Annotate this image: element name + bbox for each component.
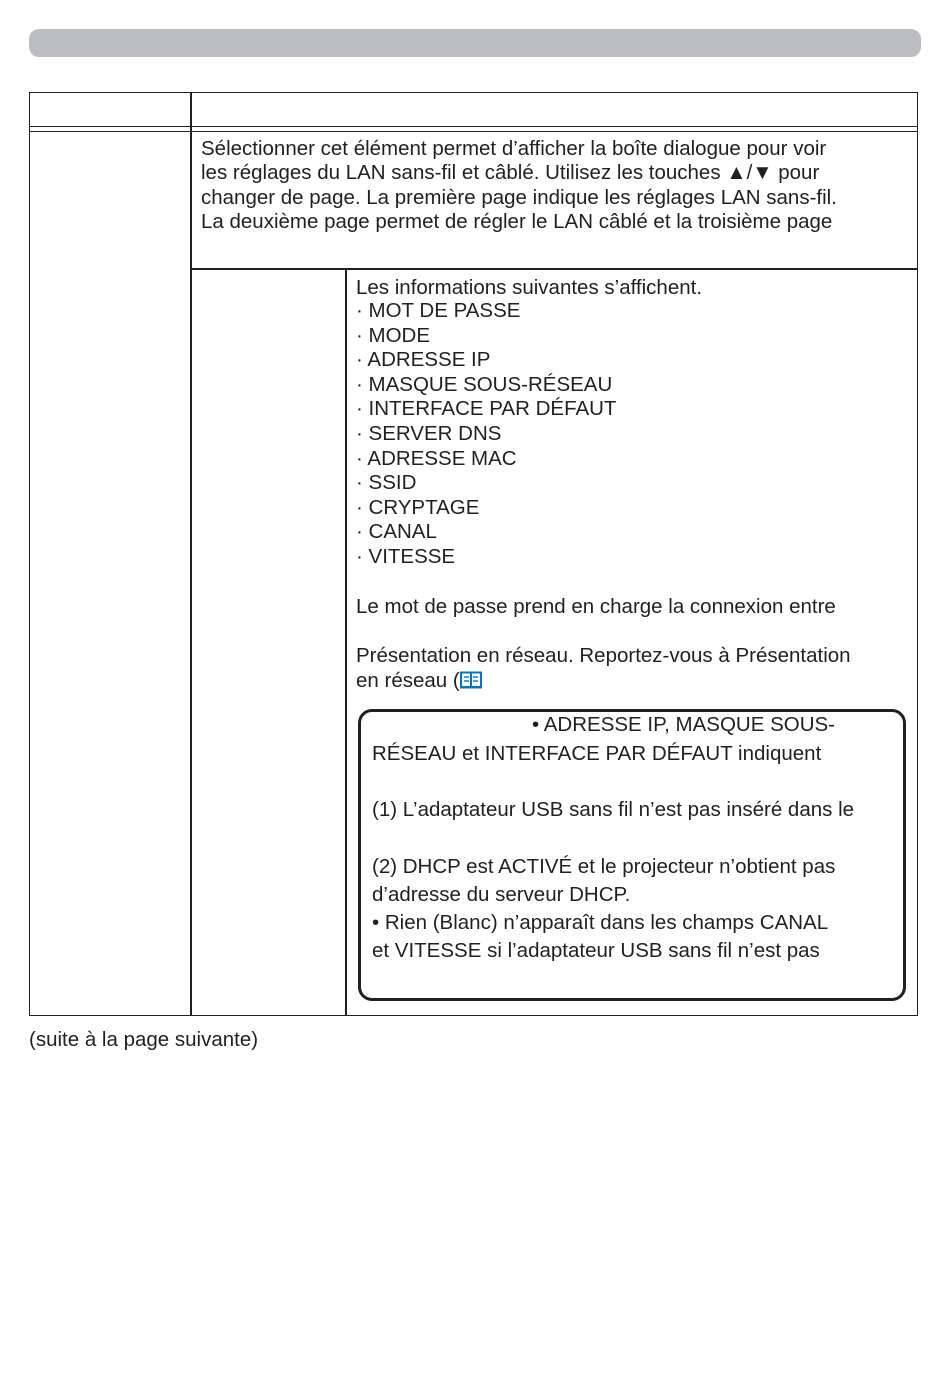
password-note: Le mot de passe prend en charge la connexion entre [356, 595, 836, 618]
list-item: · MODE [356, 323, 431, 347]
reference-line-1: Présentation en réseau. Reportez-vous à Présentation [356, 644, 851, 667]
list-item: · ADRESSE MAC [356, 446, 517, 470]
column-divider-inner [345, 268, 347, 1016]
header-rule-lower [29, 131, 918, 132]
continued-note: (suite à la page suivante) [29, 1028, 259, 1051]
list-item: · CRYPTAGE [356, 495, 480, 519]
intro-line-3: changer de page. La première page indique les réglages LAN sans-fil. [201, 186, 837, 209]
list-item: · MASQUE SOUS-RÉSEAU [356, 372, 613, 396]
column-divider-left [190, 92, 192, 1016]
row-divider [190, 268, 918, 270]
reference-text: en réseau ( [356, 669, 460, 692]
list-item: · SERVER DNS [356, 421, 502, 445]
info-item-list [356, 299, 616, 570]
intro-line-2: les réglages du LAN sans-fil et câblé. Utilisez les touches ▲/▼ pour [201, 161, 820, 184]
info-heading: Les informations suivantes s’affichent. [356, 276, 703, 299]
reference-line-2 [356, 669, 482, 696]
note-line-1: • ADRESSE IP, MASQUE SOUS- [532, 713, 835, 736]
book-icon [460, 671, 482, 696]
list-item: · SSID [356, 471, 417, 495]
note-line-6: • Rien (Blanc) n’apparaît dans les champs CANAL [372, 911, 829, 934]
header-rule-upper [29, 126, 918, 127]
list-item: · VITESSE [356, 544, 456, 568]
list-item: · MOT DE PASSE [356, 299, 521, 322]
intro-line-4: La deuxième page permet de régler le LAN câblé et la troisième page [201, 210, 833, 233]
note-line-2: RÉSEAU et INTERFACE PAR DÉFAUT indiquent [372, 742, 822, 765]
note-line-5: d’adresse du serveur DHCP. [372, 883, 631, 906]
note-line-3: (1) L’adaptateur USB sans fil n’est pas inséré dans le [372, 798, 855, 821]
list-item: · ADRESSE IP [356, 348, 491, 372]
note-line-7: et VITESSE si l’adaptateur USB sans fil n’est pas [372, 939, 820, 962]
list-item: · CANAL [356, 520, 437, 544]
note-line-4: (2) DHCP est ACTIVÉ et le projecteur n’obtient pas [372, 855, 836, 878]
intro-line-1: Sélectionner cet élément permet d’afficher la boîte dialogue pour voir [201, 137, 827, 160]
list-item: · INTERFACE PAR DÉFAUT [356, 397, 617, 421]
page-header-bar [29, 29, 921, 57]
